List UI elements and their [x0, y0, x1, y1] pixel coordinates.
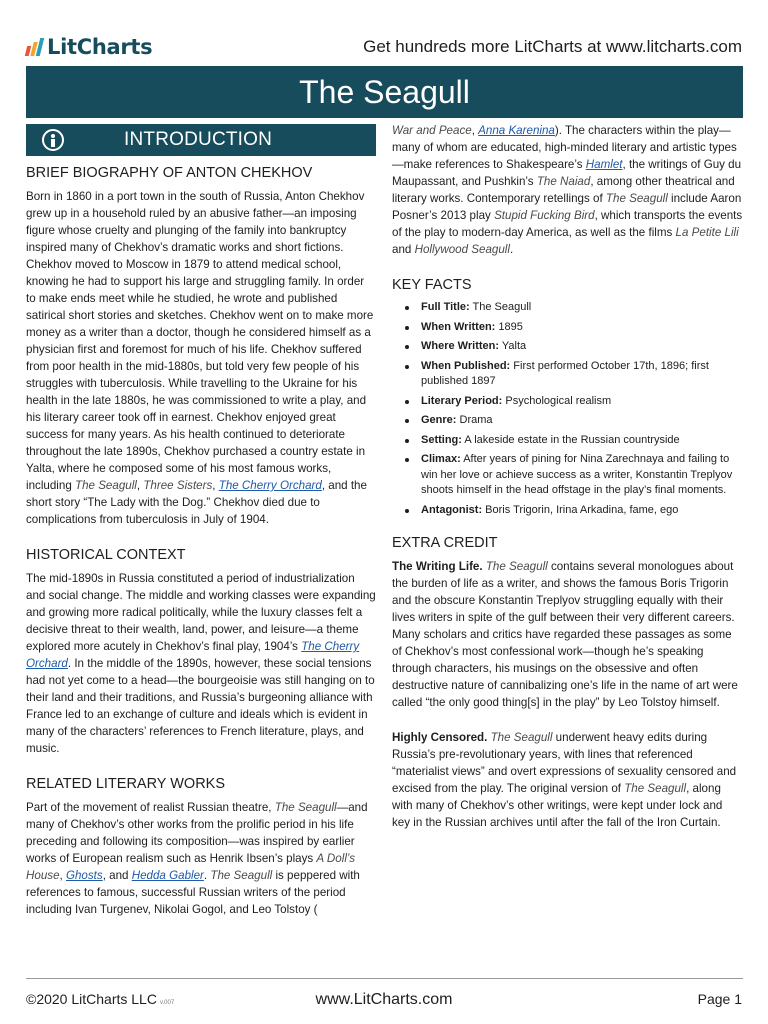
ghosts-link[interactable]: Ghosts — [65, 869, 103, 882]
fact-where-written: Where Written: Yalta — [392, 339, 743, 355]
related-works-text: Part of the movement of realist Russian theatre, The Seagull—and many of Chekhov’s other works from the prolific period in his life preceding and following its composition—was inspired by earlier works of European realism such as Henrik Ibsen’s plays A Doll’s House, Ghosts, and Hedda Gabler. The Seagull is peppered with references to famous, successful Russian writers of the period including Ivan Turgenev, Nikolai Gogol, and Leo Tolstoy ( — [26, 801, 368, 916]
cherry-orchard-link[interactable]: The Cherry Orchard — [26, 640, 360, 670]
biography-text: Born in 1860 in a port town in the south of Russia, Anton Chekhov grew up in a household ruled by an abusive father—an imposing figure whose cruelty and plunging of the family into bankruptcy inspired many of Chekhov’s dramatic works and short fictions. Chekhov moved to Moscow in 1879 to attend medical school, knowing he had to support his large and struggling family. In order to make ends meet while he studied, he wrote and published satirical short stories and sketches. Chekhov went on to make more money as a writer than a doctor, though he considered himself as a physician first and foremost for much of his life. Chekhov suffered from poor health in the mid-1880s, but told very few people of his struggles with tuberculosis. While travelling to the Ukraine for his health in the late 1880s, he was commissioned to write a play, and his literary career took off in earnest. Chekhov enjoyed great success for many years. As his health continued to deteriorate throughout the late 1890s, Chekhov purchased a country estate in Yalta, where he composed some of his most famous works, including The Seagull, Three Sisters, The Cherry Orchard, and the short story “The Lady with the Dog.” Chekhov died due to complications from tuberculosis in July of 1904. — [26, 190, 374, 526]
fact-antagonist: Antagonist: Boris Trigorin, Irina Arkadina, fame, ego — [392, 503, 743, 519]
hamlet-link[interactable]: Hamlet — [585, 158, 623, 171]
logo-bars-icon — [26, 38, 42, 56]
hedda-gabler-link[interactable]: Hedda Gabler — [131, 869, 204, 882]
related-works-heading: RELATED LITERARY WORKS — [26, 776, 226, 792]
footer-divider — [26, 978, 743, 979]
historical-context-text: The mid-1890s in Russia constituted a period of industrialization and social change. The middle and working classes were expanding and growing more radical politically, while the luxury classes felt a decisive threat to their wealth, land, power, and leisure—a theme explored more acutely in Chekhov’s final play, 1904’s The Cherry Orchard. In the middle of the 1890s, however, these social tensions had not yet come to a head—the bourgeoisie was still hanging on to their land and their traditions, and Russia’s burgeoning alliance with France led to an exchange of culture and ideals which is evident in many of the characters’ references to French literature, plays, and music. — [26, 572, 376, 755]
footer-version: v.007 — [159, 1000, 175, 1006]
historical-context-heading: HISTORICAL CONTEXT — [26, 547, 186, 563]
key-facts-list — [392, 300, 743, 518]
footer-copyright: ©2020 LitCharts LLC v.007 — [26, 991, 175, 1007]
info-icon — [42, 129, 64, 151]
footer-site-link[interactable]: www.LitCharts.com — [315, 991, 453, 1008]
fact-genre: Genre: Drama — [392, 413, 743, 429]
fact-climax: Climax: After years of pining for Nina Zarechnaya and failing to win her love or achieve success as a writer, Konstantin Treplyov shoots himself in the head offstage in the play’s final moments. — [392, 452, 743, 499]
left-column — [26, 124, 376, 918]
fact-full-title: Full Title: The Seagull — [392, 300, 743, 316]
introduction-heading: INTRODUCTION — [124, 129, 273, 150]
footer-page-number: Page 1 — [697, 991, 742, 1007]
extra-credit-writing-life: The Writing Life. The Seagull contains several monologues about the burden of life as a writer, and shows the famous Boris Trigorin and the obscure Konstantin Treplyov struggling equally with their lives writers in spite of the gulf between their very different careers. Many scholars and critics have regarded these passages as some of Chekhov’s most confessional work—though he’s speaking through characters, his musings on the obsessive and often destructive nature of cannibalizing one’s life in the name of art were called “the only good thing[s] in the play” by Leo Tolstoy himself. — [392, 560, 738, 709]
anna-karenina-link[interactable]: Anna Karenina — [478, 124, 555, 137]
introduction-banner — [26, 124, 376, 156]
fact-setting: Setting: A lakeside estate in the Russian countryside — [392, 433, 743, 449]
fact-literary-period: Literary Period: Psychological realism — [392, 394, 743, 410]
header-tagline: Get hundreds more LitCharts at www.litcharts.com — [363, 37, 742, 56]
fact-when-written: When Written: 1895 — [392, 320, 743, 336]
page-title: The Seagull — [26, 66, 743, 118]
right-column — [392, 122, 743, 831]
litcharts-logo[interactable] — [26, 34, 152, 60]
extra-credit-heading: EXTRA CREDIT — [392, 535, 498, 551]
extra-credit-censored: Highly Censored. The Seagull underwent heavy edits during Russia’s pre-revolutionary years, with lines that referenced “materialist views” and overt expressions of sexuality censored and excised from the play. The original version of The Seagull, along with many of Chekhov’s other writings, were kept under lock and key in the Russian archives until after the fall of the Iron Curtain. — [392, 731, 737, 829]
cherry-orchard-link[interactable]: The Cherry Orchard — [218, 479, 322, 492]
fact-when-published: When Published: First performed October 17th, 1896; first published 1897 — [392, 359, 743, 390]
biography-heading: BRIEF BIOGRAPHY OF ANTON CHEKHOV — [26, 165, 313, 181]
related-works-continued: War and Peace, Anna Karenina). The characters within the play—many of whom are educated, high-minded literary and artistic types—make references to Shakespeare’s Hamlet, the writings of Guy du Maupassant, and Pushkin’s The Naiad, among other theatrical and literary works. Contemporary retellings of The Seagull include Aaron Posner’s 2013 play Stupid Fucking Bird, which transports the events of the play to modern-day America, as well as the films La Petite Lili and Hollywood Seagull. — [392, 124, 743, 256]
logo-text: LitCharts — [47, 35, 153, 59]
key-facts-heading: KEY FACTS — [392, 277, 472, 293]
